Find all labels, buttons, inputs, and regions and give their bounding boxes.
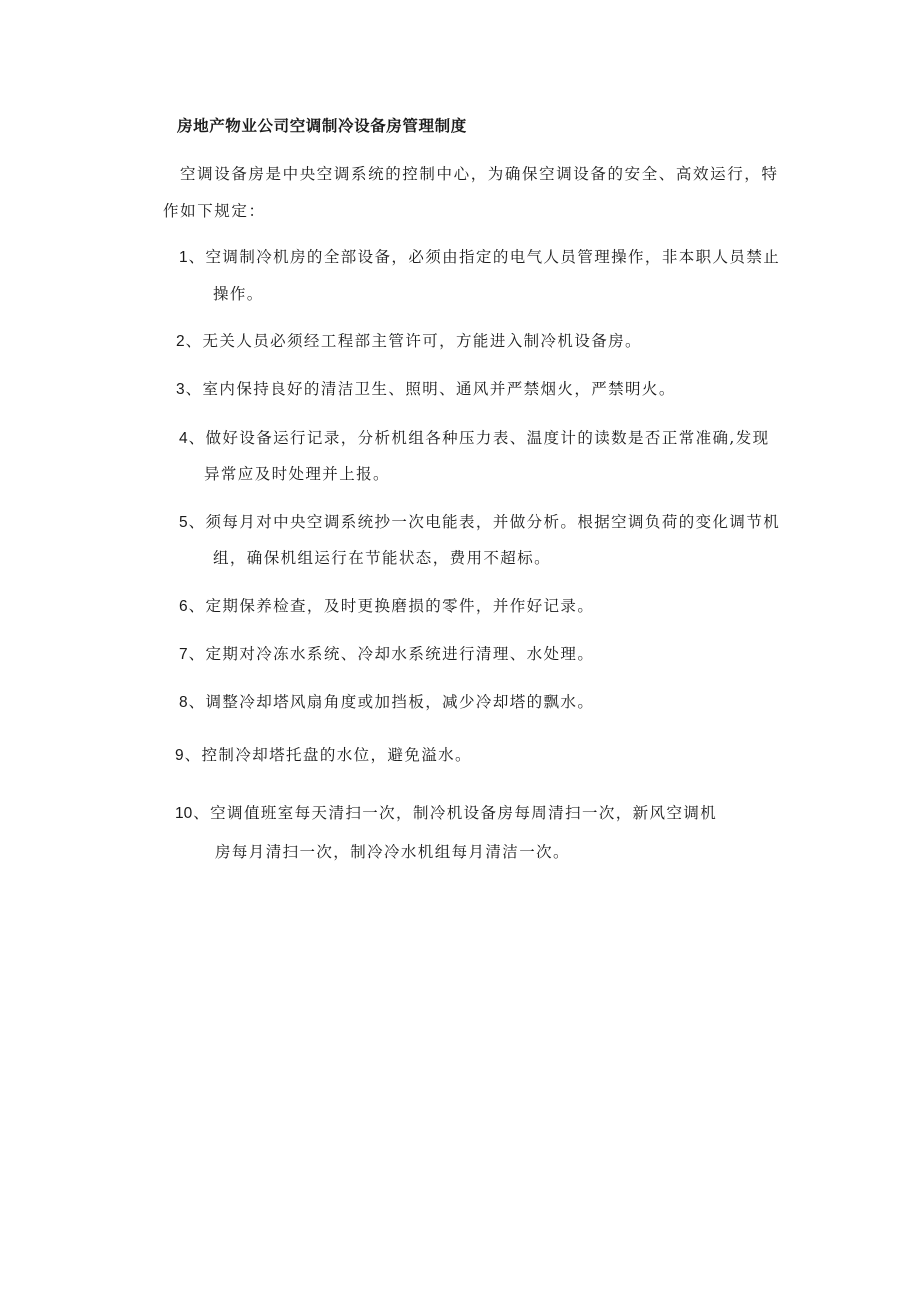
rule-number: 1: [179, 249, 188, 266]
rule-text: 、做好设备运行记录，分析机组各种压力表、温度计的读数是否正常准确,发现: [188, 429, 770, 447]
rule-text: 、控制冷却塔托盘的水位，避免溢水。: [184, 746, 472, 764]
rule-number: 9: [175, 747, 184, 764]
rule-number: 7: [179, 646, 188, 663]
rule-item-2: [176, 329, 642, 351]
rule-number: 4: [179, 430, 188, 447]
rule-text: 、空调制冷机房的全部设备，必须由指定的电气人员管理操作，非本职人员禁止: [188, 248, 781, 266]
rule-number: 8: [179, 694, 188, 711]
rule-text: 、无关人员必须经工程部主管许可，方能进入制冷机设备房。: [185, 332, 642, 350]
rule-item-10-continuation: 房每月清扫一次，制冷冷水机组每月清洁一次。: [215, 843, 570, 861]
intro-line-2: 作如下规定：: [163, 202, 266, 220]
rule-item-1: [179, 245, 780, 267]
rule-text: 、须每月对中央空调系统抄一次电能表，并做分析。根据空调负荷的变化调节机: [188, 513, 781, 531]
rule-text: 、定期对冷冻水系统、冷却水系统进行清理、水处理。: [188, 645, 595, 663]
document-title: 房地产物业公司空调制冷设备房管理制度: [177, 116, 467, 135]
rule-item-9: [175, 743, 472, 765]
rule-item-5-continuation: 组，确保机组运行在节能状态，费用不超标。: [213, 549, 552, 567]
rule-number: 3: [176, 381, 185, 398]
rule-text: 、空调值班室每天清扫一次，制冷机设备房每周清扫一次，新风空调机: [193, 804, 718, 822]
rule-text: 、定期保养检查，及时更换磨损的零件，并作好记录。: [188, 597, 595, 615]
rule-item-1-continuation: 操作。: [213, 285, 264, 303]
rule-item-6: [179, 594, 594, 616]
rule-item-3: [176, 377, 676, 399]
rule-item-4-continuation: 异常应及时处理并上报。: [204, 465, 390, 483]
rule-item-4: [179, 426, 770, 448]
rule-item-5: [179, 510, 780, 532]
rule-item-8: [179, 690, 594, 712]
rule-number: 6: [179, 598, 188, 615]
rule-text: 、室内保持良好的清洁卫生、照明、通风并严禁烟火，严禁明火。: [185, 380, 676, 398]
rule-item-10: [175, 801, 717, 823]
rule-number: 10: [175, 805, 193, 822]
rule-number: 5: [179, 514, 188, 531]
rule-number: 2: [176, 333, 185, 350]
rule-text: 、调整冷却塔风扇角度或加挡板，减少冷却塔的飘水。: [188, 693, 595, 711]
rule-item-7: [179, 642, 594, 664]
intro-line-1: 空调设备房是中央空调系统的控制中心，为确保空调设备的安全、高效运行，特: [180, 165, 779, 183]
